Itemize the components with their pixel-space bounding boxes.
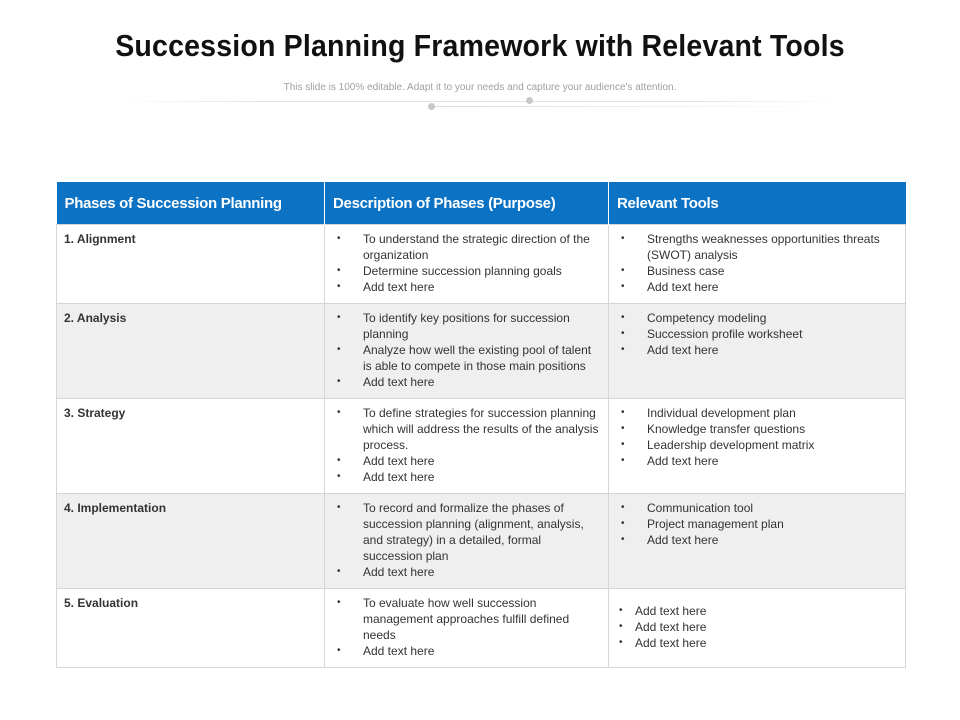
list-item: • Add text here xyxy=(615,279,899,295)
header-phases: Phases of Succession Planning xyxy=(57,182,325,225)
list-item: • Add text here xyxy=(331,279,602,295)
succession-framework-table xyxy=(56,182,906,668)
phase-cell: 3. Strategy xyxy=(57,399,325,494)
list-item: • Analyze how well the existing pool of talent is able to compete in those main positions xyxy=(331,342,602,374)
table-row xyxy=(57,399,906,494)
list-item: • Add text here xyxy=(615,342,899,358)
table-row xyxy=(57,589,906,668)
slide-subtitle: This slide is 100% editable. Adapt it to your needs and capture your audience's attention. xyxy=(283,82,677,93)
list-item: • Leadership development matrix xyxy=(615,437,899,453)
list-item: • Add text here xyxy=(331,469,602,485)
list-item: • Add text here xyxy=(615,635,899,651)
list-item: • Add text here xyxy=(331,643,602,659)
phase-cell: 1. Alignment xyxy=(57,225,325,304)
list-item: • Communication tool xyxy=(615,500,899,516)
table-row xyxy=(57,304,906,399)
decorative-divider xyxy=(120,101,840,102)
list-item: • Knowledge transfer questions xyxy=(615,421,899,437)
list-item: • To identify key positions for succession planning xyxy=(331,310,602,342)
list-item: • Add text here xyxy=(331,453,602,469)
phase-cell: 5. Evaluation xyxy=(57,589,325,668)
list-item: • Add text here xyxy=(615,603,899,619)
phase-cell: 4. Implementation xyxy=(57,494,325,589)
list-item: • Add text here xyxy=(331,374,602,390)
header-description: Description of Phases (Purpose) xyxy=(325,182,609,225)
list-item: • Determine succession planning goals xyxy=(331,263,602,279)
list-item: • Add text here xyxy=(615,453,899,469)
description-cell xyxy=(325,399,609,494)
description-cell xyxy=(325,494,609,589)
list-item: • Individual development plan xyxy=(615,405,899,421)
tools-cell xyxy=(609,399,906,494)
tools-cell xyxy=(609,494,906,589)
description-cell xyxy=(325,225,609,304)
list-item: • To define strategies for succession planning which will address the results of the analysis process. xyxy=(331,405,602,453)
table-row xyxy=(57,494,906,589)
description-cell xyxy=(325,589,609,668)
tools-cell xyxy=(609,589,906,668)
phase-cell: 2. Analysis xyxy=(57,304,325,399)
table-header-row xyxy=(57,182,906,225)
list-item: • Succession profile worksheet xyxy=(615,326,899,342)
header-tools: Relevant Tools xyxy=(609,182,906,225)
decorative-dot xyxy=(526,97,533,104)
slide-title: Succession Planning Framework with Relevant Tools xyxy=(115,28,845,63)
list-item: • Add text here xyxy=(331,564,602,580)
list-item: • Competency modeling xyxy=(615,310,899,326)
list-item: • To understand the strategic direction of the organization xyxy=(331,231,602,263)
decorative-dot xyxy=(428,103,435,110)
list-item: • Project management plan xyxy=(615,516,899,532)
description-cell xyxy=(325,304,609,399)
list-item: • Business case xyxy=(615,263,899,279)
list-item: • Add text here xyxy=(615,619,899,635)
tools-cell xyxy=(609,304,906,399)
table-row xyxy=(57,225,906,304)
decorative-divider-secondary xyxy=(430,106,830,107)
list-item: • To record and formalize the phases of succession planning (alignment, analysis, and strategy) in a detailed, formal succession plan xyxy=(331,500,602,564)
list-item: • To evaluate how well succession management approaches fulfill defined needs xyxy=(331,595,602,643)
tools-cell xyxy=(609,225,906,304)
list-item: • Strengths weaknesses opportunities threats (SWOT) analysis xyxy=(615,231,899,263)
list-item: • Add text here xyxy=(615,532,899,548)
